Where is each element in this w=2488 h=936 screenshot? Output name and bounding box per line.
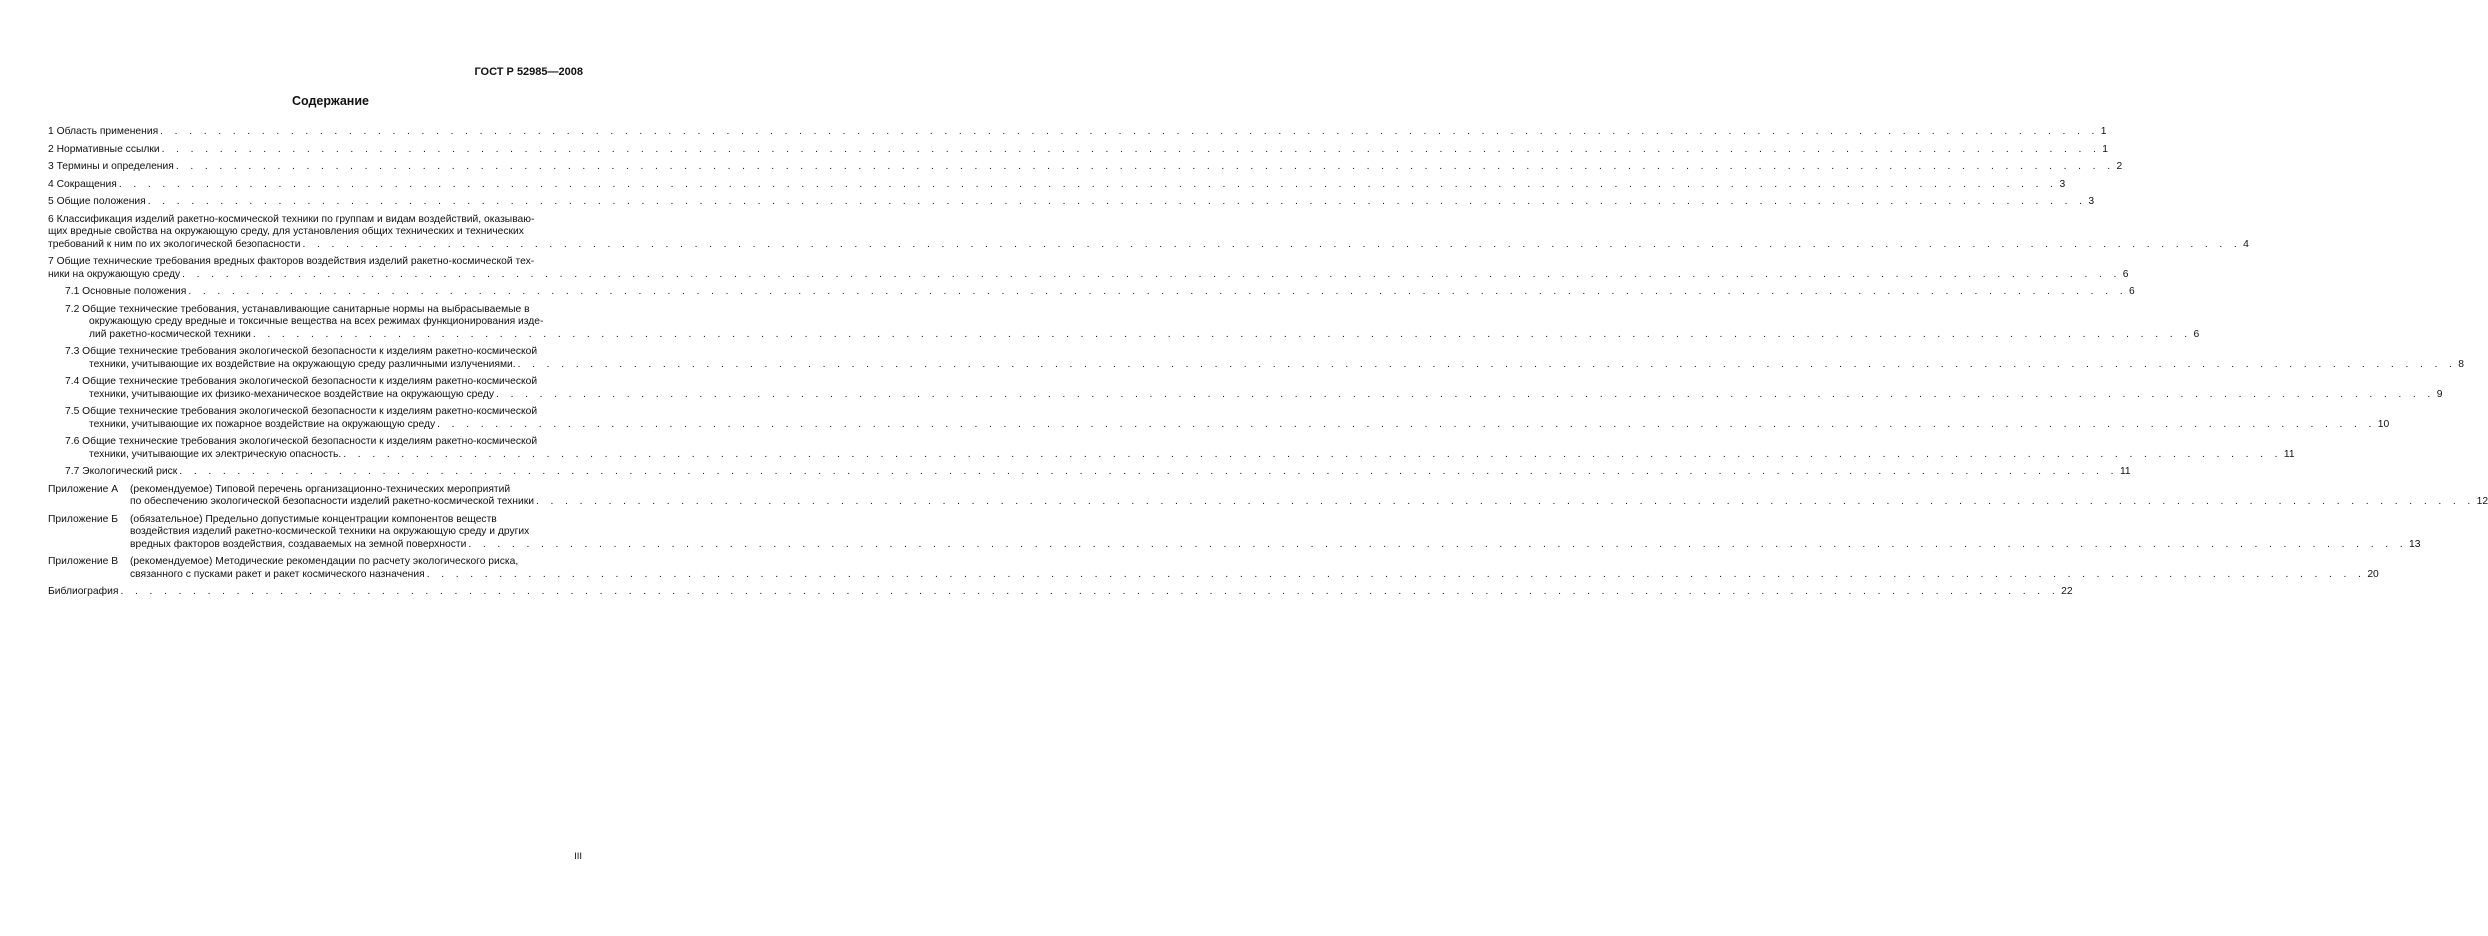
toc-entry-line: щих вредные свойства на окружающую среду, для установления общих технических и технических	[48, 226, 524, 237]
toc-page-number: 10	[2377, 418, 2390, 430]
leader-dots	[536, 496, 2475, 509]
toc-entry-line: (рекомендуемое) Типовой перечень организационно-технических мероприятий	[130, 483, 511, 495]
appendix-label: Приложение В	[48, 556, 119, 567]
leader-dots	[160, 126, 2099, 139]
toc-entry-title: Библиография	[48, 586, 119, 597]
toc-page-number: 1	[2100, 126, 2107, 137]
toc-page-number: 3	[2059, 178, 2066, 190]
toc-entry-title: техники, учитывающие их физико-механическое воздействие на окружающую среду	[89, 388, 495, 400]
toc-page-number: 1	[2102, 143, 2109, 155]
appendix-label: Приложение А	[48, 483, 119, 495]
toc-entry-line: 7.2 Общие технические требования, устанавливающие санитарные нормы на выбрасываемые в	[65, 303, 530, 315]
toc-entry-title: 7.1 Основные положения	[65, 286, 187, 297]
toc-page-number: 2	[2116, 161, 2123, 172]
toc-entry-title: техники, учитывающие их воздействие на окружающую среду различными излучениями.	[89, 358, 516, 370]
toc-entry-title: связанного с пусками ракет и ракет космического назначения	[130, 568, 425, 580]
toc-entry-1[interactable]	[48, 126, 2107, 139]
leader-dots	[162, 144, 2101, 157]
toc-entry-line: 7 Общие технические требования вредных факторов воздействия изделий ракетно-космической тех-	[48, 256, 535, 267]
toc-entry-7-3[interactable]	[48, 346, 2465, 371]
leader-dots	[182, 269, 2121, 282]
toc-page-number: 11	[2283, 448, 2295, 460]
leader-dots	[303, 239, 2242, 252]
toc-page-number: 9	[2436, 388, 2443, 400]
toc-page-number: 6	[2122, 268, 2129, 280]
toc-appendix-v[interactable]	[48, 556, 2379, 581]
toc-entry-title: техники, учитывающие их пожарное воздействие на окружающую среду	[89, 418, 436, 430]
leader-dots	[343, 449, 2282, 462]
leader-dots	[119, 179, 2058, 192]
toc-entry-line: 7.5 Общие технические требования экологической безопасности к изделиям ракетно-космической	[65, 406, 538, 417]
toc-entry-4[interactable]	[48, 178, 2066, 192]
toc-entry-title: 3 Термины и определения	[48, 161, 174, 172]
toc-entry-title: 1 Область применения	[48, 126, 159, 137]
toc-entry-3[interactable]	[48, 161, 2123, 174]
toc-page-number: 6	[2128, 286, 2135, 297]
page-number: III	[574, 851, 582, 862]
document-standard-number: ГОСТ Р 52985—2008	[474, 66, 583, 78]
leader-dots	[253, 329, 2192, 342]
leader-dots	[120, 586, 2059, 599]
toc-page-number: 22	[2061, 586, 2073, 597]
toc-entry-title: вредных факторов воздействия, создаваемых на земной поверхности	[130, 538, 467, 550]
toc-page-number: 3	[2088, 196, 2095, 207]
toc-entry-line: окружающую среду вредные и токсичные вещества на всех режимах функционирования изде-	[89, 316, 544, 327]
toc-entry-7-4[interactable]	[48, 376, 2443, 401]
toc-entry-7-5[interactable]	[48, 406, 2390, 431]
toc-entry-line: (рекомендуемое) Методические рекомендации по расчету экологического риска,	[130, 556, 519, 567]
toc-page-number: 13	[2409, 538, 2421, 550]
toc-entry-7-7[interactable]	[48, 466, 2131, 479]
toc-entry-title: 7.7 Экологический риск	[65, 466, 178, 477]
toc-entry-title: лий ракетно-космической техники	[89, 328, 251, 340]
toc-entry-6[interactable]	[48, 213, 2249, 252]
toc-entry-title: 5 Общие положения	[48, 196, 146, 207]
toc-entry-title: по обеспечению экологической безопасности изделий ракетно-космической техники	[130, 496, 535, 507]
table-of-contents	[48, 126, 2488, 604]
toc-page-number: 4	[2243, 238, 2249, 250]
leader-dots	[496, 389, 2435, 402]
toc-entry-line: 6 Классификация изделий ракетно-космической техники по группам и видам воздействий, оказываю-	[48, 213, 535, 225]
toc-entry-title: 4 Сокращения	[48, 178, 117, 190]
toc-entry-title: техники, учитывающие их электрическую опасность.	[89, 448, 342, 460]
toc-entry-title: ники на окружающую среду	[48, 268, 181, 280]
toc-entry-line: (обязательное) Предельно допустимые концентрации компонентов веществ	[130, 513, 497, 525]
toc-entry-7-1[interactable]	[48, 286, 2135, 299]
toc-page-number: 8	[2458, 358, 2465, 370]
leader-dots	[468, 539, 2407, 552]
toc-entry-line: 7.6 Общие технические требования экологической безопасности к изделиям ракетно-космической	[65, 436, 538, 447]
toc-page-number: 12	[2476, 496, 2488, 507]
leader-dots	[176, 161, 2115, 174]
toc-page-number: 6	[2193, 328, 2200, 340]
toc-appendix-a[interactable]	[48, 483, 2488, 509]
toc-bibliography[interactable]	[48, 586, 2073, 599]
toc-entry-line: 7.3 Общие технические требования экологической безопасности к изделиям ракетно-космической	[65, 346, 538, 357]
toc-page-number: 11	[2119, 466, 2131, 477]
page-title: Содержание	[291, 94, 369, 108]
toc-page-number: 20	[2367, 568, 2379, 580]
leader-dots	[427, 569, 2366, 582]
toc-entry-line: воздействия изделий ракетно-космической техники на окружающую среду и других	[130, 526, 530, 537]
leader-dots	[518, 359, 2457, 372]
leader-dots	[148, 196, 2087, 209]
toc-entry-title: 2 Нормативные ссылки	[48, 143, 160, 155]
toc-entry-2[interactable]	[48, 143, 2109, 157]
toc-entry-7-6[interactable]	[48, 436, 2295, 461]
toc-entry-line: 7.4 Общие технические требования экологической безопасности к изделиям ракетно-космической	[65, 376, 538, 387]
toc-entry-5[interactable]	[48, 196, 2095, 209]
leader-dots	[437, 419, 2376, 432]
toc-entry-title: требований к ним по их экологической безопасности	[48, 238, 301, 250]
leader-dots	[179, 466, 2118, 479]
appendix-label: Приложение Б	[48, 513, 119, 525]
toc-appendix-b[interactable]	[48, 513, 2421, 552]
toc-entry-7-2[interactable]	[48, 303, 2200, 342]
leader-dots	[188, 286, 2127, 299]
toc-entry-7[interactable]	[48, 256, 2129, 281]
